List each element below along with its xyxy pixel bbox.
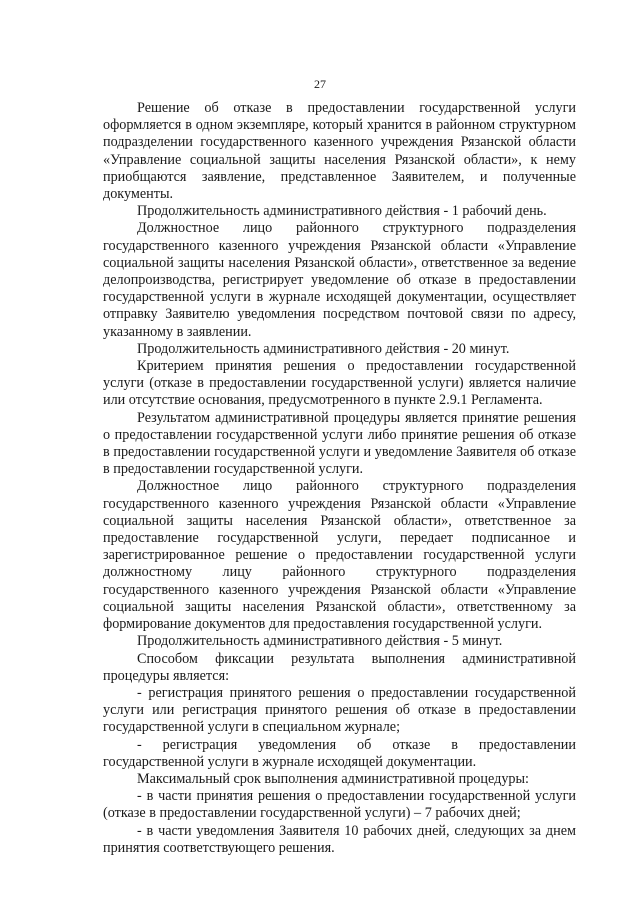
paragraph-official-transfers-decision: Должностное лицо районного структурного подразделения государственного казенного учреждения Рязанской области «Управление социальной защиты населения Рязанской области», ответственное за предоставление государственной услуги, передает подписанное и зарегистрированное решение о предоставлении государственной услуги должностному лицу районного структурного подразделения государственного казенного учреждения Рязанской области «Управление социальной защиты населения Рязанской области», ответственному за формирование документов для предоставления государственной услуги.: [103, 478, 576, 633]
paragraph-decision-criterion: Критерием принятия решения о предоставлении государственной услуги (отказе в предоставлении государственной услуги) является наличие или отсутствие основания, предусмотренного в пункте 2.9.1 Регламента.: [103, 358, 576, 409]
document-body: [103, 100, 576, 857]
paragraph-decision-refusal: Решение об отказе в предоставлении государственной услуги оформляется в одном экземпляре, который хранится в районном структурном подразделении государственного казенного учреждения Рязанской области «Управление социальной защиты населения Рязанской области», к нему приобщаются заявление, представленное Заявителем, и полученные документы.: [103, 100, 576, 203]
paragraph-max-term: Максимальный срок выполнения административной процедуры:: [137, 770, 529, 787]
paragraph-official-registers-notice: Должностное лицо районного структурного подразделения государственного казенного учреждения Рязанской области «Управление социальной защиты населения Рязанской области», ответственное за ведение делопроизводства, регистрирует уведомление об отказе в предоставлении государственной услуги в журнале исходящей документации, осуществляет отправку Заявителю уведомления посредством почтовой связи по адресу, указанному в заявлении.: [103, 220, 576, 340]
paragraph-procedure-result: Результатом административной процедуры является принятие решения о предоставлении государственной услуги либо принятие решения об отказе в предоставлении государственной услуги и уведомление Заявителя об отказе в предоставлении государственной услуги.: [103, 409, 576, 478]
paragraph-duration-5-min: Продолжительность административного действия - 5 минут.: [137, 633, 503, 650]
list-item-register-decision: - регистрация принятого решения о предоставлении государственной услуги или регистрация принятого решения об отказе в предоставлении государственной услуги в специальном журнале;: [103, 684, 576, 736]
paragraph-fixation-method: Способом фиксации результата выполнения административной процедуры является:: [103, 650, 576, 684]
list-item-register-notice: - регистрация уведомления об отказе в предоставлении государственной услуги в журнале исходящей документации.: [103, 736, 576, 770]
paragraph-duration-1-day: Продолжительность административного действия - 1 рабочий день.: [137, 203, 547, 220]
list-item-term-decision: - в части принятия решения о предоставлении государственной услуги (отказе в предоставлении государственной услуги) – 7 рабочих дней;: [103, 788, 576, 822]
list-item-term-notice: - в части уведомления Заявителя 10 рабочих дней, следующих за днем принятия соответствующего решения.: [103, 822, 576, 856]
page-number: 27: [314, 77, 326, 91]
paragraph-duration-20-min: Продолжительность административного действия - 20 минут.: [137, 340, 510, 357]
